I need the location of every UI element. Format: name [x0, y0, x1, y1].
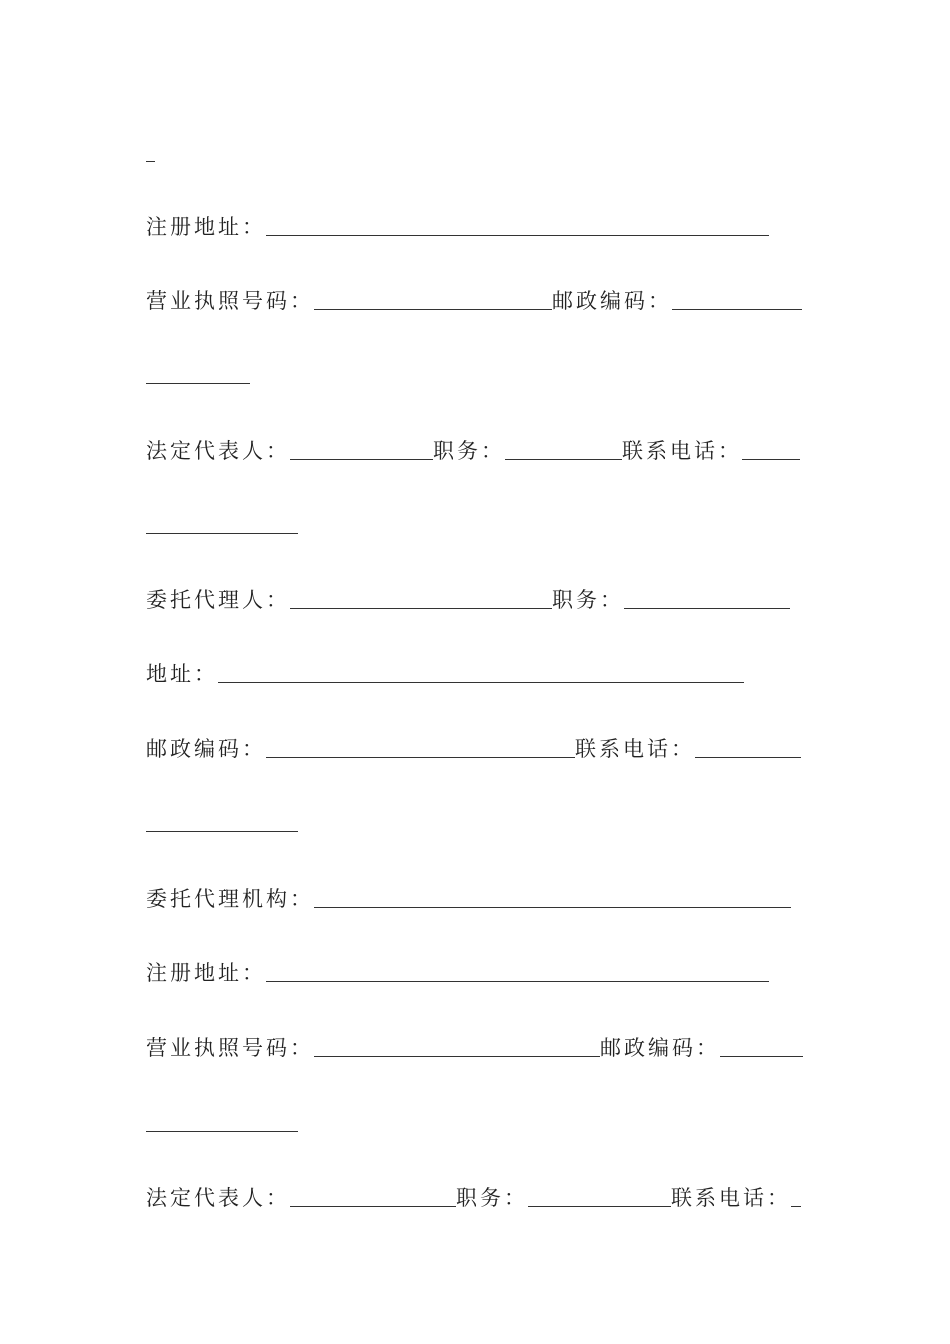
- registered-address-field[interactable]: [266, 235, 769, 236]
- address-row: [146, 657, 744, 687]
- agency-postal-code-continuation-row: [146, 1106, 298, 1136]
- agency-phone-field[interactable]: [791, 1206, 801, 1207]
- legal-rep-field[interactable]: [290, 459, 433, 460]
- agency-business-license-row: [146, 1031, 803, 1061]
- agent-phone-continuation-row: [146, 806, 298, 836]
- agent-postal-code-label: 邮政编码：: [146, 737, 266, 761]
- agent-position-field[interactable]: [624, 608, 790, 609]
- agency-legal-rep-row: [146, 1181, 801, 1211]
- address-field[interactable]: [218, 682, 744, 683]
- agency-phone-label: 联系电话：: [671, 1186, 791, 1210]
- agent-phone-label: 联系电话：: [575, 737, 695, 761]
- agent-label: 委托代理人：: [146, 588, 290, 612]
- agency-field[interactable]: [314, 907, 791, 908]
- business-license-row: [146, 284, 802, 314]
- agency-postal-code-field[interactable]: [720, 1056, 803, 1057]
- agency-position-label: 职务：: [456, 1186, 528, 1210]
- agency-label: 委托代理机构：: [146, 887, 314, 911]
- agency-business-license-field[interactable]: [314, 1056, 600, 1057]
- position-label: 职务：: [433, 439, 505, 463]
- agent-postal-code-field[interactable]: [266, 757, 575, 758]
- agency-registered-address-label: 注册地址：: [146, 961, 266, 985]
- agency-registered-address-field[interactable]: [266, 981, 769, 982]
- agent-phone-field[interactable]: [695, 757, 801, 758]
- business-license-label: 营业执照号码：: [146, 289, 314, 313]
- position-field[interactable]: [505, 459, 622, 460]
- phone-field[interactable]: [742, 459, 800, 460]
- agency-postal-code-field-continued[interactable]: [146, 1131, 298, 1132]
- postal-code-field-continued[interactable]: [146, 383, 250, 384]
- agent-row: [146, 583, 790, 613]
- agency-business-license-label: 营业执照号码：: [146, 1036, 314, 1060]
- business-license-field[interactable]: [314, 309, 552, 310]
- phone-field-continued[interactable]: [146, 533, 298, 534]
- blank-field[interactable]: [146, 161, 155, 162]
- agency-row: [146, 882, 791, 912]
- phone-label: 联系电话：: [622, 439, 742, 463]
- agency-position-field[interactable]: [528, 1206, 671, 1207]
- agent-position-label: 职务：: [552, 588, 624, 612]
- address-label: 地址：: [146, 662, 218, 686]
- legal-rep-row: [146, 434, 800, 464]
- agency-legal-rep-field[interactable]: [290, 1206, 456, 1207]
- legal-rep-label: 法定代表人：: [146, 439, 290, 463]
- postal-code-label: 邮政编码：: [552, 289, 672, 313]
- agent-phone-field-continued[interactable]: [146, 831, 298, 832]
- top-blank-line: [146, 136, 155, 166]
- postal-code-field[interactable]: [672, 309, 802, 310]
- agent-field[interactable]: [290, 608, 552, 609]
- postal-code-continuation-row: [146, 358, 250, 388]
- registered-address-label: 注册地址：: [146, 215, 266, 239]
- agent-postal-phone-row: [146, 732, 801, 762]
- agency-registered-address-row: [146, 956, 769, 986]
- agency-legal-rep-label: 法定代表人：: [146, 1186, 290, 1210]
- agency-postal-code-label: 邮政编码：: [600, 1036, 720, 1060]
- registered-address-row: [146, 210, 769, 240]
- phone-continuation-row: [146, 508, 298, 538]
